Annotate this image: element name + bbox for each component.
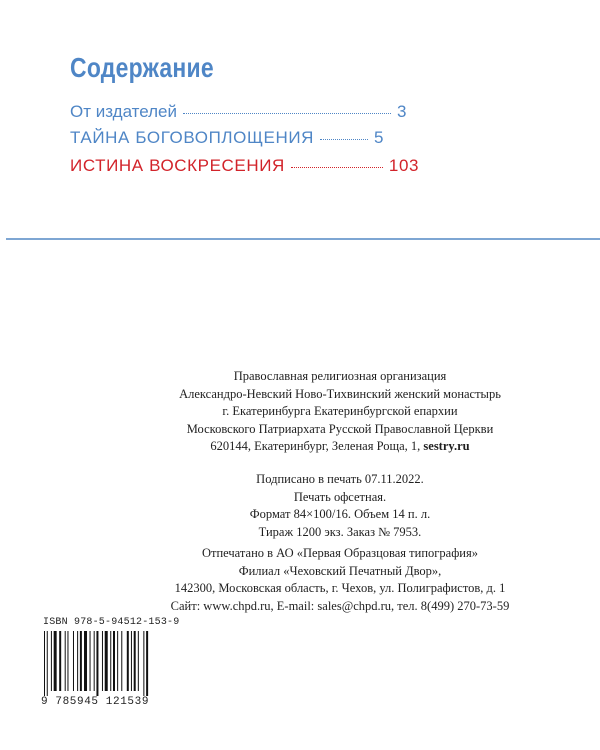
isbn-label: ISBN 978-5-94512-153-9	[43, 617, 180, 628]
barcode-bar	[44, 631, 45, 696]
barcode-bar	[77, 631, 78, 691]
barcode-bar	[80, 631, 82, 691]
publisher-line: Московского Патриархата Русской Православной Церкви	[186, 421, 494, 436]
printer-line: Отпечатано в АО «Первая Образцовая типография»	[201, 546, 478, 560]
print-info-line: Подписано в печать 07.11.2022.	[256, 472, 424, 486]
barcode-bar	[113, 631, 115, 691]
toc-leader-dots	[183, 113, 391, 114]
barcode-bar	[143, 631, 144, 696]
barcode-bar	[67, 631, 68, 691]
barcode-bar	[138, 631, 139, 691]
publisher-address-line	[120, 438, 560, 456]
publisher-line: г. Екатеринбурга Екатеринбургской епархии	[222, 404, 458, 418]
print-info	[120, 471, 560, 541]
barcode-bar	[117, 631, 118, 691]
barcode-bar	[73, 631, 74, 691]
barcode-icon	[43, 631, 154, 696]
barcode-bar	[102, 631, 103, 691]
print-info-line: Тираж 1200 экз. Заказ № 7953.	[258, 524, 422, 539]
section-divider	[6, 238, 600, 240]
toc-leader-dots	[291, 167, 383, 168]
toc-item-label: ИСТИНА ВОСКРЕСЕНИЯ	[70, 156, 285, 175]
barcode-bar	[96, 631, 98, 696]
toc-item-page: 5	[374, 128, 385, 147]
toc-item-label: От издателей	[70, 102, 178, 121]
publisher-info	[120, 368, 560, 456]
barcode-bar	[54, 631, 57, 691]
toc-leader-dots	[320, 139, 368, 140]
barcode-number: 9 785945 121539	[41, 696, 150, 708]
printer-info	[120, 545, 560, 615]
barcode-bar	[134, 631, 136, 691]
barcode-bar	[59, 631, 61, 691]
printer-line: Филиал «Чеховский Печатный Двор»,	[238, 563, 442, 578]
toc-item-publishers[interactable]	[70, 102, 406, 122]
barcode-bar	[131, 631, 132, 691]
barcode-bar	[84, 631, 87, 691]
toc-item-page: 3	[397, 102, 407, 121]
barcode-bar	[51, 631, 52, 691]
printer-line: 142300, Московская область, г. Чехов, ул. Полиграфистов, д. 1	[174, 581, 506, 595]
publisher-line: Православная религиозная организация	[233, 369, 447, 383]
print-info-line: Печать офсетная.	[293, 489, 387, 504]
toc-item-page: 103	[388, 156, 420, 175]
toc-item-label: ТАЙНА БОГОВОПЛОЩЕНИЯ	[70, 128, 315, 147]
barcode-bar	[94, 631, 95, 691]
barcode-bar	[47, 631, 48, 696]
toc-title: Содержание	[70, 52, 214, 83]
barcode-bar	[65, 631, 66, 691]
publisher-address: 620144, Екатеринбург, Зеленая Роща, 1,	[210, 439, 421, 453]
toc-item-incarnation[interactable]	[70, 128, 384, 148]
barcode-bar	[90, 631, 91, 691]
barcode-bar	[121, 631, 122, 691]
barcode-bar	[105, 631, 108, 691]
barcode-bar	[110, 631, 111, 691]
publisher-site-link[interactable]: sestry.ru	[423, 439, 470, 453]
toc-item-resurrection[interactable]	[70, 156, 419, 176]
barcode-bar	[146, 631, 148, 696]
printer-line: Сайт: www.chpd.ru, E-mail: sales@chpd.ru, тел. 8(499) 270-73-59	[170, 598, 510, 613]
barcode-bar	[127, 631, 129, 691]
publisher-line: Александро-Невский Ново-Тихвинский женский монастырь	[179, 386, 501, 401]
print-info-line: Формат 84×100/16. Объем 14 п. л.	[249, 507, 431, 521]
